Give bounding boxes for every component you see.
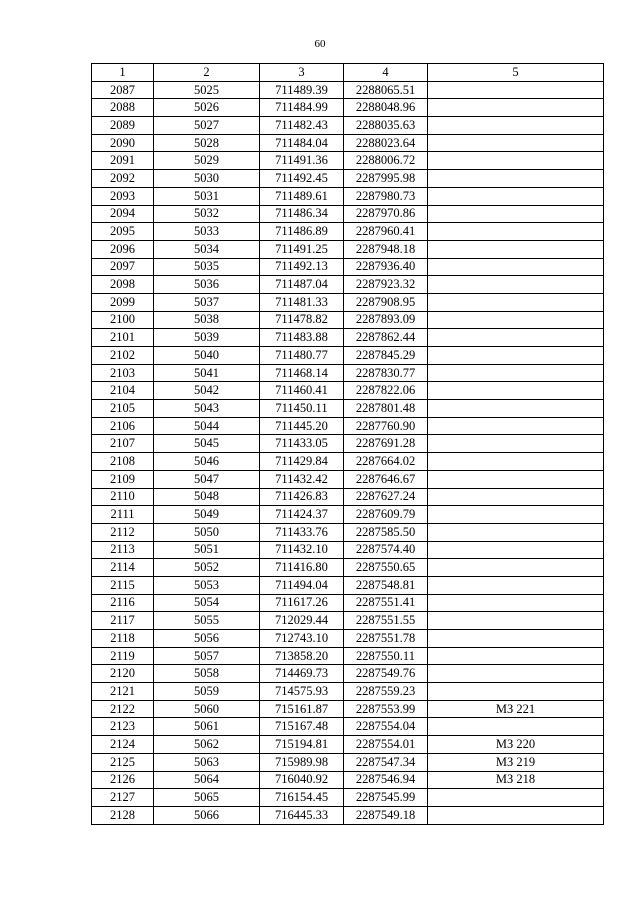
table-row bbox=[92, 576, 604, 594]
cell-coord-x: 711450.11 bbox=[260, 400, 344, 418]
cell-point-number: 5064 bbox=[154, 771, 260, 789]
cell-row-number: 2128 bbox=[92, 806, 154, 824]
cell-note bbox=[428, 364, 604, 382]
cell-note bbox=[428, 559, 604, 577]
cell-coord-y: 2287995.98 bbox=[344, 170, 428, 188]
cell-row-number: 2127 bbox=[92, 789, 154, 807]
cell-row-number: 2112 bbox=[92, 523, 154, 541]
cell-row-number: 2107 bbox=[92, 435, 154, 453]
cell-row-number: 2114 bbox=[92, 559, 154, 577]
cell-point-number: 5034 bbox=[154, 240, 260, 258]
cell-note bbox=[428, 665, 604, 683]
cell-point-number: 5053 bbox=[154, 576, 260, 594]
cell-note bbox=[428, 789, 604, 807]
cell-coord-x: 711432.42 bbox=[260, 470, 344, 488]
header-col-2: 2 bbox=[154, 64, 260, 82]
table-row bbox=[92, 665, 604, 683]
table-row bbox=[92, 771, 604, 789]
cell-row-number: 2088 bbox=[92, 99, 154, 117]
cell-coord-y: 2288065.51 bbox=[344, 81, 428, 99]
cell-coord-x: 711483.88 bbox=[260, 329, 344, 347]
table-row bbox=[92, 523, 604, 541]
cell-coord-x: 715989.98 bbox=[260, 753, 344, 771]
cell-coord-x: 711487.04 bbox=[260, 276, 344, 294]
cell-coord-x: 714575.93 bbox=[260, 683, 344, 701]
cell-row-number: 2095 bbox=[92, 223, 154, 241]
cell-coord-x: 711492.13 bbox=[260, 258, 344, 276]
cell-row-number: 2102 bbox=[92, 347, 154, 365]
cell-point-number: 5059 bbox=[154, 683, 260, 701]
cell-coord-x: 711489.39 bbox=[260, 81, 344, 99]
header-col-1: 1 bbox=[92, 64, 154, 82]
table-row bbox=[92, 683, 604, 701]
table-row bbox=[92, 559, 604, 577]
cell-point-number: 5048 bbox=[154, 488, 260, 506]
cell-coord-x: 711486.34 bbox=[260, 205, 344, 223]
table-row bbox=[92, 647, 604, 665]
cell-point-number: 5038 bbox=[154, 311, 260, 329]
cell-coord-y: 2287760.90 bbox=[344, 417, 428, 435]
cell-note bbox=[428, 470, 604, 488]
table-row bbox=[92, 541, 604, 559]
cell-coord-y: 2288006.72 bbox=[344, 152, 428, 170]
cell-row-number: 2117 bbox=[92, 612, 154, 630]
cell-coord-y: 2287585.50 bbox=[344, 523, 428, 541]
table-row bbox=[92, 276, 604, 294]
table-row bbox=[92, 293, 604, 311]
cell-coord-y: 2287551.55 bbox=[344, 612, 428, 630]
header-col-5: 5 bbox=[428, 64, 604, 82]
cell-coord-y: 2287936.40 bbox=[344, 258, 428, 276]
table-row bbox=[92, 364, 604, 382]
cell-note bbox=[428, 329, 604, 347]
header-col-3: 3 bbox=[260, 64, 344, 82]
cell-row-number: 2116 bbox=[92, 594, 154, 612]
header-col-4: 4 bbox=[344, 64, 428, 82]
cell-point-number: 5037 bbox=[154, 293, 260, 311]
cell-note bbox=[428, 400, 604, 418]
cell-coord-y: 2287547.34 bbox=[344, 753, 428, 771]
cell-row-number: 2122 bbox=[92, 700, 154, 718]
cell-point-number: 5049 bbox=[154, 506, 260, 524]
cell-row-number: 2098 bbox=[92, 276, 154, 294]
cell-note bbox=[428, 630, 604, 648]
table-row bbox=[92, 134, 604, 152]
cell-point-number: 5033 bbox=[154, 223, 260, 241]
cell-coord-y: 2287664.02 bbox=[344, 453, 428, 471]
coordinates-table bbox=[91, 63, 604, 825]
cell-coord-y: 2287551.78 bbox=[344, 630, 428, 648]
cell-note bbox=[428, 594, 604, 612]
cell-coord-y: 2288035.63 bbox=[344, 117, 428, 135]
cell-note bbox=[428, 258, 604, 276]
page-number: 60 bbox=[314, 38, 326, 50]
cell-coord-x: 712743.10 bbox=[260, 630, 344, 648]
cell-coord-x: 711480.77 bbox=[260, 347, 344, 365]
cell-row-number: 2099 bbox=[92, 293, 154, 311]
table-row bbox=[92, 329, 604, 347]
table-row bbox=[92, 152, 604, 170]
table-row bbox=[92, 311, 604, 329]
cell-coord-y: 2287646.67 bbox=[344, 470, 428, 488]
cell-point-number: 5051 bbox=[154, 541, 260, 559]
cell-point-number: 5050 bbox=[154, 523, 260, 541]
cell-coord-y: 2287609.79 bbox=[344, 506, 428, 524]
cell-coord-y: 2287960.41 bbox=[344, 223, 428, 241]
cell-coord-x: 711484.99 bbox=[260, 99, 344, 117]
cell-coord-y: 2287948.18 bbox=[344, 240, 428, 258]
cell-point-number: 5061 bbox=[154, 718, 260, 736]
table-row bbox=[92, 223, 604, 241]
cell-coord-y: 2287549.18 bbox=[344, 806, 428, 824]
cell-point-number: 5036 bbox=[154, 276, 260, 294]
cell-note bbox=[428, 506, 604, 524]
cell-point-number: 5054 bbox=[154, 594, 260, 612]
cell-coord-x: 711481.33 bbox=[260, 293, 344, 311]
table-row bbox=[92, 99, 604, 117]
table-row bbox=[92, 700, 604, 718]
cell-note bbox=[428, 382, 604, 400]
cell-coord-x: 711432.10 bbox=[260, 541, 344, 559]
cell-coord-x: 715194.81 bbox=[260, 736, 344, 754]
cell-coord-y: 2287551.41 bbox=[344, 594, 428, 612]
cell-row-number: 2115 bbox=[92, 576, 154, 594]
cell-point-number: 5039 bbox=[154, 329, 260, 347]
cell-coord-x: 711468.14 bbox=[260, 364, 344, 382]
cell-row-number: 2101 bbox=[92, 329, 154, 347]
table-row bbox=[92, 258, 604, 276]
cell-note bbox=[428, 170, 604, 188]
cell-row-number: 2105 bbox=[92, 400, 154, 418]
table-row bbox=[92, 240, 604, 258]
cell-row-number: 2109 bbox=[92, 470, 154, 488]
cell-coord-y: 2288023.64 bbox=[344, 134, 428, 152]
cell-note bbox=[428, 806, 604, 824]
cell-point-number: 5043 bbox=[154, 400, 260, 418]
cell-note: МЗ 219 bbox=[428, 753, 604, 771]
table-row bbox=[92, 347, 604, 365]
cell-coord-x: 713858.20 bbox=[260, 647, 344, 665]
header-row bbox=[92, 64, 604, 82]
table-row bbox=[92, 435, 604, 453]
cell-note bbox=[428, 417, 604, 435]
table-row bbox=[92, 806, 604, 824]
table-row bbox=[92, 205, 604, 223]
table-row bbox=[92, 736, 604, 754]
cell-point-number: 5066 bbox=[154, 806, 260, 824]
cell-point-number: 5026 bbox=[154, 99, 260, 117]
cell-row-number: 2118 bbox=[92, 630, 154, 648]
cell-note bbox=[428, 223, 604, 241]
cell-row-number: 2113 bbox=[92, 541, 154, 559]
table-row bbox=[92, 612, 604, 630]
cell-point-number: 5035 bbox=[154, 258, 260, 276]
table-row bbox=[92, 488, 604, 506]
cell-row-number: 2121 bbox=[92, 683, 154, 701]
cell-coord-x: 711416.80 bbox=[260, 559, 344, 577]
cell-note bbox=[428, 293, 604, 311]
table-row bbox=[92, 470, 604, 488]
cell-row-number: 2100 bbox=[92, 311, 154, 329]
cell-coord-y: 2287862.44 bbox=[344, 329, 428, 347]
cell-point-number: 5057 bbox=[154, 647, 260, 665]
cell-point-number: 5044 bbox=[154, 417, 260, 435]
cell-coord-y: 2287822.06 bbox=[344, 382, 428, 400]
table-row bbox=[92, 187, 604, 205]
cell-coord-x: 715161.87 bbox=[260, 700, 344, 718]
cell-coord-y: 2287548.81 bbox=[344, 576, 428, 594]
cell-note bbox=[428, 523, 604, 541]
cell-note bbox=[428, 205, 604, 223]
cell-note bbox=[428, 683, 604, 701]
cell-point-number: 5027 bbox=[154, 117, 260, 135]
cell-note bbox=[428, 435, 604, 453]
cell-coord-y: 2287553.99 bbox=[344, 700, 428, 718]
cell-row-number: 2119 bbox=[92, 647, 154, 665]
cell-coord-x: 711445.20 bbox=[260, 417, 344, 435]
cell-coord-y: 2287893.09 bbox=[344, 311, 428, 329]
cell-point-number: 5052 bbox=[154, 559, 260, 577]
cell-note: МЗ 221 bbox=[428, 700, 604, 718]
cell-point-number: 5058 bbox=[154, 665, 260, 683]
cell-coord-y: 2287546.94 bbox=[344, 771, 428, 789]
cell-coord-y: 2287550.11 bbox=[344, 647, 428, 665]
table-row bbox=[92, 382, 604, 400]
cell-row-number: 2104 bbox=[92, 382, 154, 400]
cell-point-number: 5055 bbox=[154, 612, 260, 630]
cell-row-number: 2123 bbox=[92, 718, 154, 736]
cell-note bbox=[428, 276, 604, 294]
cell-note bbox=[428, 117, 604, 135]
cell-coord-x: 716040.92 bbox=[260, 771, 344, 789]
cell-row-number: 2110 bbox=[92, 488, 154, 506]
cell-coord-x: 716445.33 bbox=[260, 806, 344, 824]
cell-note bbox=[428, 81, 604, 99]
cell-coord-y: 2287980.73 bbox=[344, 187, 428, 205]
table-row bbox=[92, 718, 604, 736]
cell-note bbox=[428, 347, 604, 365]
cell-note bbox=[428, 488, 604, 506]
cell-note bbox=[428, 240, 604, 258]
cell-coord-y: 2287554.01 bbox=[344, 736, 428, 754]
cell-coord-y: 2288048.96 bbox=[344, 99, 428, 117]
cell-coord-y: 2287801.48 bbox=[344, 400, 428, 418]
cell-coord-y: 2287627.24 bbox=[344, 488, 428, 506]
cell-row-number: 2094 bbox=[92, 205, 154, 223]
cell-row-number: 2097 bbox=[92, 258, 154, 276]
cell-point-number: 5047 bbox=[154, 470, 260, 488]
cell-row-number: 2106 bbox=[92, 417, 154, 435]
cell-coord-x: 711492.45 bbox=[260, 170, 344, 188]
cell-point-number: 5030 bbox=[154, 170, 260, 188]
cell-row-number: 2111 bbox=[92, 506, 154, 524]
cell-coord-x: 715167.48 bbox=[260, 718, 344, 736]
cell-row-number: 2124 bbox=[92, 736, 154, 754]
cell-coord-x: 711484.04 bbox=[260, 134, 344, 152]
cell-coord-y: 2287845.29 bbox=[344, 347, 428, 365]
cell-point-number: 5062 bbox=[154, 736, 260, 754]
cell-row-number: 2087 bbox=[92, 81, 154, 99]
cell-coord-y: 2287691.28 bbox=[344, 435, 428, 453]
cell-coord-x: 711460.41 bbox=[260, 382, 344, 400]
cell-point-number: 5042 bbox=[154, 382, 260, 400]
cell-coord-x: 711486.89 bbox=[260, 223, 344, 241]
cell-coord-y: 2287549.76 bbox=[344, 665, 428, 683]
cell-coord-x: 711429.84 bbox=[260, 453, 344, 471]
table-row bbox=[92, 506, 604, 524]
cell-note bbox=[428, 612, 604, 630]
cell-row-number: 2092 bbox=[92, 170, 154, 188]
table-row bbox=[92, 630, 604, 648]
cell-note bbox=[428, 647, 604, 665]
cell-coord-y: 2287554.04 bbox=[344, 718, 428, 736]
cell-point-number: 5040 bbox=[154, 347, 260, 365]
cell-coord-y: 2287559.23 bbox=[344, 683, 428, 701]
table-row bbox=[92, 753, 604, 771]
cell-point-number: 5025 bbox=[154, 81, 260, 99]
cell-point-number: 5032 bbox=[154, 205, 260, 223]
cell-coord-x: 711433.76 bbox=[260, 523, 344, 541]
table-header bbox=[92, 64, 604, 82]
cell-row-number: 2108 bbox=[92, 453, 154, 471]
cell-note: МЗ 218 bbox=[428, 771, 604, 789]
cell-coord-y: 2287908.95 bbox=[344, 293, 428, 311]
cell-coord-x: 714469.73 bbox=[260, 665, 344, 683]
cell-row-number: 2125 bbox=[92, 753, 154, 771]
cell-point-number: 5031 bbox=[154, 187, 260, 205]
cell-coord-x: 716154.45 bbox=[260, 789, 344, 807]
cell-coord-x: 711489.61 bbox=[260, 187, 344, 205]
cell-row-number: 2090 bbox=[92, 134, 154, 152]
table-row bbox=[92, 400, 604, 418]
table-row bbox=[92, 417, 604, 435]
cell-point-number: 5041 bbox=[154, 364, 260, 382]
cell-note bbox=[428, 541, 604, 559]
cell-row-number: 2089 bbox=[92, 117, 154, 135]
cell-coord-y: 2287574.40 bbox=[344, 541, 428, 559]
cell-note bbox=[428, 99, 604, 117]
cell-note bbox=[428, 453, 604, 471]
cell-note bbox=[428, 152, 604, 170]
cell-row-number: 2093 bbox=[92, 187, 154, 205]
cell-note: МЗ 220 bbox=[428, 736, 604, 754]
cell-coord-x: 711426.83 bbox=[260, 488, 344, 506]
cell-row-number: 2126 bbox=[92, 771, 154, 789]
table-row bbox=[92, 170, 604, 188]
table-row bbox=[92, 81, 604, 99]
cell-note bbox=[428, 134, 604, 152]
cell-row-number: 2103 bbox=[92, 364, 154, 382]
cell-coord-x: 711478.82 bbox=[260, 311, 344, 329]
cell-coord-x: 711433.05 bbox=[260, 435, 344, 453]
cell-point-number: 5063 bbox=[154, 753, 260, 771]
cell-coord-y: 2287545.99 bbox=[344, 789, 428, 807]
cell-coord-x: 711491.36 bbox=[260, 152, 344, 170]
table-body bbox=[92, 81, 604, 824]
table-row bbox=[92, 117, 604, 135]
cell-coord-y: 2287830.77 bbox=[344, 364, 428, 382]
cell-note bbox=[428, 718, 604, 736]
table-row bbox=[92, 453, 604, 471]
cell-row-number: 2120 bbox=[92, 665, 154, 683]
cell-coord-x: 711482.43 bbox=[260, 117, 344, 135]
cell-coord-x: 711617.26 bbox=[260, 594, 344, 612]
cell-coord-y: 2287550.65 bbox=[344, 559, 428, 577]
cell-point-number: 5056 bbox=[154, 630, 260, 648]
cell-row-number: 2096 bbox=[92, 240, 154, 258]
cell-coord-x: 711424.37 bbox=[260, 506, 344, 524]
cell-point-number: 5028 bbox=[154, 134, 260, 152]
cell-coord-x: 711491.25 bbox=[260, 240, 344, 258]
table-row bbox=[92, 594, 604, 612]
table-row bbox=[92, 789, 604, 807]
cell-coord-x: 711494.04 bbox=[260, 576, 344, 594]
cell-coord-y: 2287970.86 bbox=[344, 205, 428, 223]
cell-note bbox=[428, 187, 604, 205]
cell-note bbox=[428, 576, 604, 594]
cell-row-number: 2091 bbox=[92, 152, 154, 170]
cell-note bbox=[428, 311, 604, 329]
cell-point-number: 5045 bbox=[154, 435, 260, 453]
cell-coord-y: 2287923.32 bbox=[344, 276, 428, 294]
cell-point-number: 5065 bbox=[154, 789, 260, 807]
cell-coord-x: 712029.44 bbox=[260, 612, 344, 630]
cell-point-number: 5046 bbox=[154, 453, 260, 471]
cell-point-number: 5060 bbox=[154, 700, 260, 718]
cell-point-number: 5029 bbox=[154, 152, 260, 170]
